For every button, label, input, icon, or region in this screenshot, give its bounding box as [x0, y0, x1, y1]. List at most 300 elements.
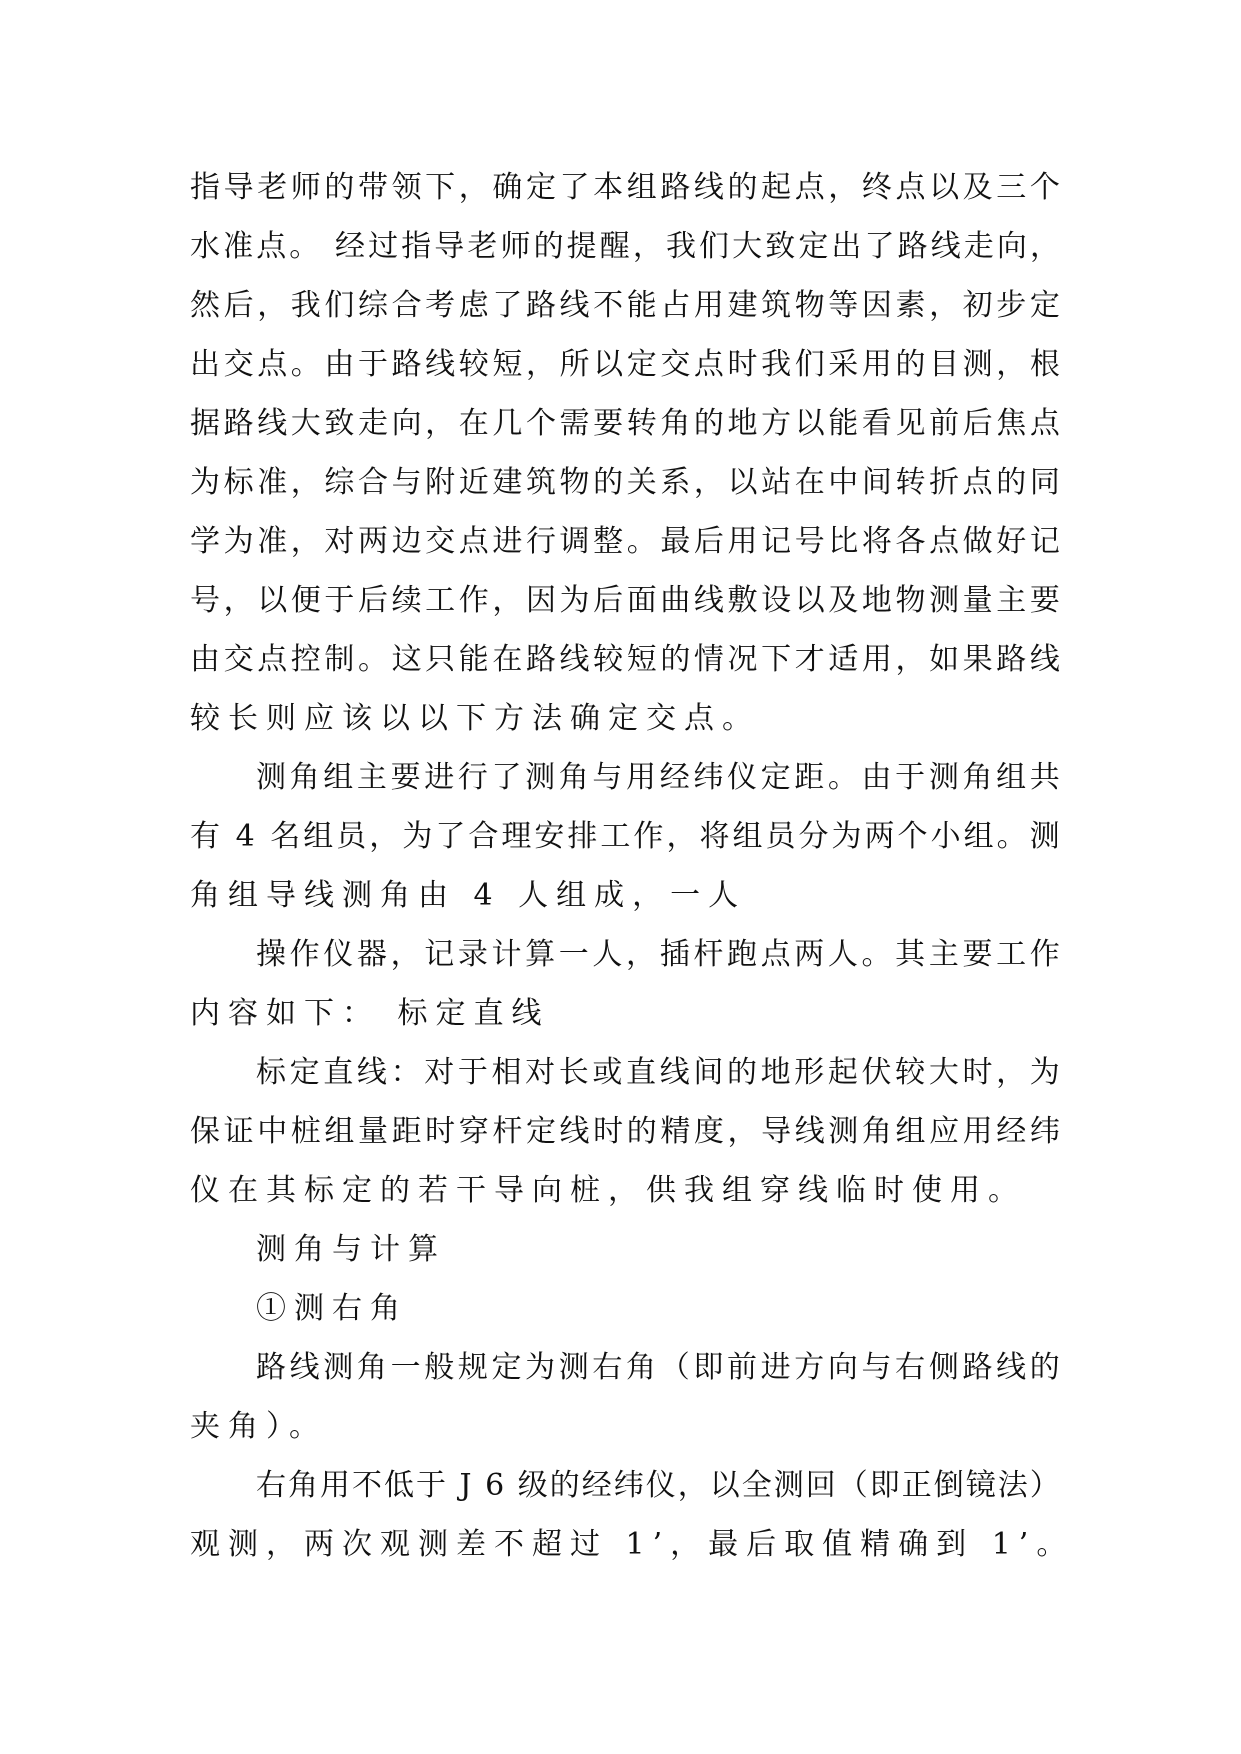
glyph: 即 — [693, 1350, 724, 1385]
glyph: 做 — [962, 524, 993, 559]
text-line — [190, 512, 1060, 571]
glyph: 伏 — [861, 1055, 892, 1090]
glyph: 过 — [368, 229, 399, 264]
text-line — [190, 925, 1060, 984]
glyph: 进 — [492, 524, 523, 559]
glyph: 以 — [593, 347, 624, 382]
glyph: 的 — [996, 465, 1027, 500]
glyph: 号 — [794, 524, 825, 559]
glyph: 测 — [928, 760, 959, 795]
glyph: 确 — [492, 170, 523, 205]
glyph: 师 — [290, 170, 321, 205]
glyph: 用 — [320, 1468, 350, 1503]
glyph: 为 — [559, 583, 590, 618]
glyph: 人 — [592, 937, 623, 972]
glyph: 组 — [732, 819, 763, 854]
glyph: 三 — [996, 170, 1027, 205]
glyph: 于 — [324, 583, 355, 618]
glyph: 能 — [458, 642, 489, 677]
glyph: 6 — [485, 1468, 505, 1503]
text-line — [190, 807, 1060, 866]
text-line — [190, 1338, 1060, 1397]
glyph: 用 — [693, 288, 724, 323]
glyph: 保 — [190, 1114, 220, 1149]
glyph: 不 — [352, 1468, 382, 1503]
glyph: 要 — [593, 406, 624, 441]
glyph: J — [459, 1468, 472, 1503]
line-text — [190, 807, 1060, 866]
line-text — [256, 748, 1060, 807]
glyph: 好 — [996, 524, 1027, 559]
glyph: 个 — [897, 819, 928, 854]
glyph: 形 — [794, 1055, 825, 1090]
glyph: 用 — [727, 524, 758, 559]
glyph: 于 — [357, 347, 388, 382]
glyph: 在 — [458, 406, 489, 441]
glyph: 况 — [727, 642, 758, 677]
glyph: 中 — [828, 465, 859, 500]
glyph: 员 — [336, 819, 367, 854]
glyph: 用 — [861, 642, 892, 677]
glyph: 右 — [256, 1468, 286, 1503]
line-text: 观测，两次观测差不超过 1’，最后取值精确到 1’。 — [190, 1527, 1075, 1562]
glyph: 为 — [525, 1350, 556, 1385]
glyph: 们 — [794, 347, 825, 382]
glyph: 看 — [861, 406, 892, 441]
glyph: 般 — [424, 1350, 455, 1385]
line-text — [256, 925, 1060, 984]
glyph: 经 — [996, 1114, 1027, 1149]
glyph: 作 — [458, 583, 489, 618]
glyph: 路 — [525, 288, 556, 323]
glyph: 的 — [660, 642, 691, 677]
glyph: 对 — [424, 1055, 455, 1090]
glyph: 比 — [828, 524, 859, 559]
glyph: 由 — [861, 760, 892, 795]
glyph: 为 — [402, 819, 433, 854]
glyph: 短 — [492, 347, 523, 382]
glyph: 纬 — [693, 760, 724, 795]
glyph: 应 — [929, 1114, 960, 1149]
glyph: 关 — [626, 465, 657, 500]
glyph: 时 — [593, 1114, 624, 1149]
text-line — [190, 1397, 1060, 1456]
glyph: 用 — [962, 1114, 993, 1149]
glyph: 为 — [223, 524, 254, 559]
text-line — [190, 689, 1060, 748]
glyph: 仪 — [645, 1468, 676, 1503]
line-text — [190, 630, 1060, 689]
glyph: 能 — [626, 288, 657, 323]
glyph: （ — [837, 1468, 868, 1503]
glyph: 距 — [391, 1114, 422, 1149]
text-line — [190, 1161, 1060, 1220]
glyph: 插 — [659, 937, 690, 972]
glyph: 合 — [357, 465, 388, 500]
glyph: 本 — [593, 170, 624, 205]
glyph: 附 — [425, 465, 456, 500]
glyph: 杆 — [492, 1114, 523, 1149]
glyph: 我 — [761, 347, 792, 382]
glyph: 及 — [828, 583, 859, 618]
glyph: 作 — [1029, 937, 1060, 972]
glyph: 。 — [626, 524, 657, 559]
glyph: 的 — [533, 229, 564, 264]
glyph: 用 — [626, 760, 657, 795]
glyph: 为 — [831, 819, 862, 854]
glyph: 老 — [257, 170, 288, 205]
glyph: 与 — [861, 1350, 892, 1385]
glyph: 相 — [491, 1055, 522, 1090]
text-line — [190, 217, 1060, 276]
glyph: ， — [929, 288, 960, 323]
glyph: 与 — [391, 465, 422, 500]
glyph: 建 — [727, 288, 758, 323]
glyph: 测 — [256, 760, 286, 795]
glyph: 器 — [356, 937, 387, 972]
glyph: 据 — [190, 406, 220, 441]
glyph: 续 — [391, 583, 422, 618]
glyph: 等 — [828, 288, 859, 323]
glyph: 工 — [996, 937, 1027, 972]
glyph: 的 — [549, 1468, 580, 1503]
glyph: 面 — [626, 583, 657, 618]
glyph: 对 — [324, 524, 355, 559]
glyph: 致 — [324, 406, 355, 441]
glyph: 两 — [864, 819, 895, 854]
glyph: 因 — [525, 583, 556, 618]
glyph: ， — [458, 170, 489, 205]
glyph: ， — [425, 406, 456, 441]
glyph: 排 — [567, 819, 598, 854]
line-text — [190, 512, 1060, 571]
glyph: 组 — [895, 1114, 926, 1149]
glyph: 线 — [559, 642, 590, 677]
glyph: ， — [828, 170, 859, 205]
glyph: 合 — [468, 819, 499, 854]
line-text: 夹角）。 — [190, 1409, 327, 1444]
glyph: 将 — [699, 819, 730, 854]
glyph: 于 — [895, 760, 926, 795]
glyph: 后 — [223, 288, 254, 323]
glyph: 以 — [727, 465, 758, 500]
glyph: 线 — [356, 1055, 387, 1090]
glyph: 曲 — [660, 583, 691, 618]
glyph: 后 — [962, 406, 993, 441]
glyph: ， — [492, 583, 523, 618]
glyph: 适 — [828, 642, 859, 677]
line-text — [190, 276, 1060, 335]
glyph: 见 — [895, 406, 926, 441]
glyph: 计 — [491, 937, 522, 972]
glyph: 路 — [897, 229, 928, 264]
glyph: 组 — [324, 1114, 355, 1149]
glyph: 角 — [288, 1468, 318, 1503]
glyph: 法 — [997, 1468, 1028, 1503]
glyph: 定 — [760, 760, 791, 795]
glyph: 于 — [416, 1468, 446, 1503]
glyph: 线 — [794, 1114, 825, 1149]
glyph: 线 — [425, 347, 456, 382]
glyph: 的 — [626, 1114, 657, 1149]
glyph: 醒 — [599, 229, 630, 264]
glyph: 由 — [190, 642, 220, 677]
glyph: 物 — [794, 288, 825, 323]
glyph: 了 — [435, 819, 466, 854]
glyph: 线 — [996, 1350, 1027, 1385]
glyph: 理 — [501, 819, 532, 854]
glyph: ， — [290, 524, 321, 559]
glyph: 两 — [794, 937, 825, 972]
glyph: 距 — [794, 760, 825, 795]
glyph: 定 — [289, 1055, 320, 1090]
line-text — [190, 217, 1060, 276]
glyph: 综 — [324, 465, 355, 500]
glyph: 路 — [525, 642, 556, 677]
glyph: 。 — [861, 937, 892, 972]
glyph: 前 — [726, 1350, 757, 1385]
glyph: 们 — [699, 229, 730, 264]
glyph: 方 — [761, 406, 792, 441]
glyph: 记 — [761, 524, 792, 559]
glyph: 路 — [660, 170, 691, 205]
glyph: 制 — [324, 642, 355, 677]
glyph: 后 — [593, 583, 624, 618]
glyph: 以 — [794, 583, 825, 618]
glyph: 规 — [457, 1350, 488, 1385]
text-line — [190, 158, 1060, 217]
glyph: 定 — [626, 347, 657, 382]
glyph: 由 — [324, 347, 355, 382]
glyph: 于 — [457, 1055, 488, 1090]
glyph: 组 — [323, 760, 354, 795]
glyph: 以 — [709, 1468, 740, 1503]
glyph: 4 — [235, 819, 255, 854]
glyph: 敷 — [727, 583, 758, 618]
glyph: 记 — [1029, 524, 1060, 559]
text-line — [190, 866, 1060, 925]
glyph: 们 — [324, 288, 355, 323]
glyph: 果 — [962, 642, 993, 677]
line-text — [190, 571, 1060, 630]
glyph: 跑 — [726, 937, 757, 972]
line-text: 仪在其标定的若干导向桩，供我组穿线临时使用。 — [190, 1173, 1026, 1208]
glyph: 回 — [805, 1468, 836, 1503]
glyph: 时 — [727, 347, 758, 382]
glyph: 工 — [425, 583, 456, 618]
glyph: 系 — [660, 465, 691, 500]
line-text: 内容如下： 标定直线 — [190, 996, 550, 1031]
glyph: 交 — [660, 347, 691, 382]
glyph: 出 — [831, 229, 862, 264]
glyph: 测 — [929, 583, 960, 618]
glyph: 点 — [257, 347, 288, 382]
glyph: 号 — [190, 583, 220, 618]
glyph: 量 — [357, 1114, 388, 1149]
glyph: 点 — [794, 170, 825, 205]
glyph: 了 — [559, 170, 590, 205]
glyph: 的 — [895, 347, 926, 382]
glyph: 全 — [741, 1468, 772, 1503]
glyph: 以 — [929, 170, 960, 205]
glyph: 时 — [962, 1055, 993, 1090]
glyph: 我 — [290, 288, 321, 323]
glyph: 进 — [424, 760, 455, 795]
glyph: 。 — [289, 229, 320, 264]
glyph: 主 — [996, 583, 1027, 618]
glyph: 正 — [901, 1468, 932, 1503]
glyph: 低 — [384, 1468, 414, 1503]
glyph: 主 — [356, 760, 387, 795]
glyph: 领 — [391, 170, 422, 205]
text-line — [190, 335, 1060, 394]
glyph: ， — [693, 465, 724, 500]
glyph: 筑 — [525, 465, 556, 500]
glyph: ， — [677, 1468, 708, 1503]
glyph: 用 — [861, 347, 892, 382]
glyph: 为 — [190, 465, 220, 500]
glyph: 学 — [190, 524, 220, 559]
glyph: 物 — [559, 465, 590, 500]
glyph: 点 — [257, 642, 288, 677]
glyph: 点 — [256, 229, 287, 264]
glyph: 以 — [794, 406, 825, 441]
glyph: 右 — [592, 1350, 623, 1385]
glyph: 共 — [1029, 760, 1060, 795]
glyph: ， — [223, 583, 254, 618]
glyph: 度 — [693, 1114, 724, 1149]
glyph: 一 — [390, 1350, 421, 1385]
glyph: 同 — [1029, 465, 1060, 500]
glyph: 以 — [257, 583, 288, 618]
glyph: 采 — [828, 347, 859, 382]
glyph: 综 — [357, 288, 388, 323]
glyph: ， — [290, 465, 321, 500]
glyph: 作 — [289, 937, 320, 972]
glyph — [448, 1456, 458, 1515]
glyph: 近 — [458, 465, 489, 500]
glyph: 下 — [761, 642, 792, 677]
glyph: ， — [257, 288, 288, 323]
glyph: 间 — [693, 1055, 724, 1090]
glyph: 线 — [659, 1055, 690, 1090]
glyph: 经 — [659, 760, 690, 795]
glyph: 老 — [467, 229, 498, 264]
glyph: 测 — [828, 1114, 859, 1149]
glyph: 向 — [996, 229, 1027, 264]
glyph: 较 — [895, 1055, 926, 1090]
glyph: 角 — [289, 760, 320, 795]
glyph: 角 — [356, 1350, 387, 1385]
glyph: 素 — [895, 288, 926, 323]
line-text: ①测右角 — [256, 1291, 408, 1326]
glyph: 点 — [1029, 406, 1060, 441]
glyph: 定 — [525, 170, 556, 205]
glyph: 致 — [765, 229, 796, 264]
glyph: 指 — [401, 229, 432, 264]
glyph: 起 — [827, 1055, 858, 1090]
glyph: 点 — [760, 937, 791, 972]
glyph: 因 — [861, 288, 892, 323]
glyph: 安 — [534, 819, 565, 854]
glyph: ， — [996, 347, 1027, 382]
glyph: 占 — [660, 288, 691, 323]
glyph: 合 — [391, 288, 422, 323]
glyph: 点 — [693, 347, 724, 382]
glyph: 下 — [425, 170, 456, 205]
glyph: 后 — [693, 524, 724, 559]
glyph: 方 — [794, 1350, 825, 1385]
glyph: 短 — [626, 642, 657, 677]
glyph: 控 — [290, 642, 321, 677]
glyph — [506, 1456, 516, 1515]
glyph: 角 — [962, 760, 993, 795]
glyph: 带 — [357, 170, 388, 205]
glyph: 定 — [1029, 288, 1060, 323]
glyph: 测 — [558, 1350, 589, 1385]
glyph: 录 — [457, 937, 488, 972]
text-line — [190, 1515, 1075, 1574]
glyph: 仪 — [323, 937, 354, 972]
glyph: 分 — [798, 819, 829, 854]
glyph: 直 — [626, 1055, 657, 1090]
glyph: 大 — [290, 406, 321, 441]
glyph: 名 — [270, 819, 301, 854]
glyph: 组 — [626, 170, 657, 205]
glyph: 路 — [223, 406, 254, 441]
glyph: 所 — [559, 347, 590, 382]
glyph: 。 — [290, 347, 321, 382]
text-line — [190, 984, 1060, 1043]
glyph: 测 — [525, 760, 556, 795]
glyph: 右 — [895, 1350, 926, 1385]
glyph: 站 — [761, 465, 792, 500]
glyph: 路 — [391, 347, 422, 382]
glyph: 角 — [660, 406, 691, 441]
text-line — [190, 571, 1060, 630]
glyph: 员 — [765, 819, 796, 854]
glyph: 整 — [593, 524, 624, 559]
text-line — [190, 1456, 1060, 1515]
glyph: 出 — [190, 347, 220, 382]
line-text — [190, 453, 1060, 512]
glyph: 定 — [525, 1114, 556, 1149]
glyph: ， — [369, 819, 400, 854]
line-text: 测角与计算 — [256, 1232, 446, 1267]
glyph: 水 — [190, 229, 220, 264]
glyph: ， — [1029, 229, 1060, 264]
glyph: 地 — [727, 406, 758, 441]
glyph: 量 — [962, 583, 993, 618]
glyph: 侧 — [928, 1350, 959, 1385]
glyph: 纬 — [613, 1468, 644, 1503]
glyph: 设 — [761, 583, 792, 618]
line-text — [256, 1043, 1060, 1102]
glyph: 仪 — [726, 760, 757, 795]
line-text — [190, 335, 1060, 394]
glyph: 个 — [1029, 170, 1060, 205]
glyph: 长 — [558, 1055, 589, 1090]
glyph: 线 — [289, 1350, 320, 1385]
glyph: 点 — [895, 170, 926, 205]
glyph: 即 — [869, 1468, 900, 1503]
glyph: 地 — [861, 583, 892, 618]
glyph: 路 — [996, 642, 1027, 677]
glyph: 走 — [357, 406, 388, 441]
glyph: 各 — [895, 524, 926, 559]
glyph: 导 — [761, 1114, 792, 1149]
glyph: 交 — [425, 524, 456, 559]
